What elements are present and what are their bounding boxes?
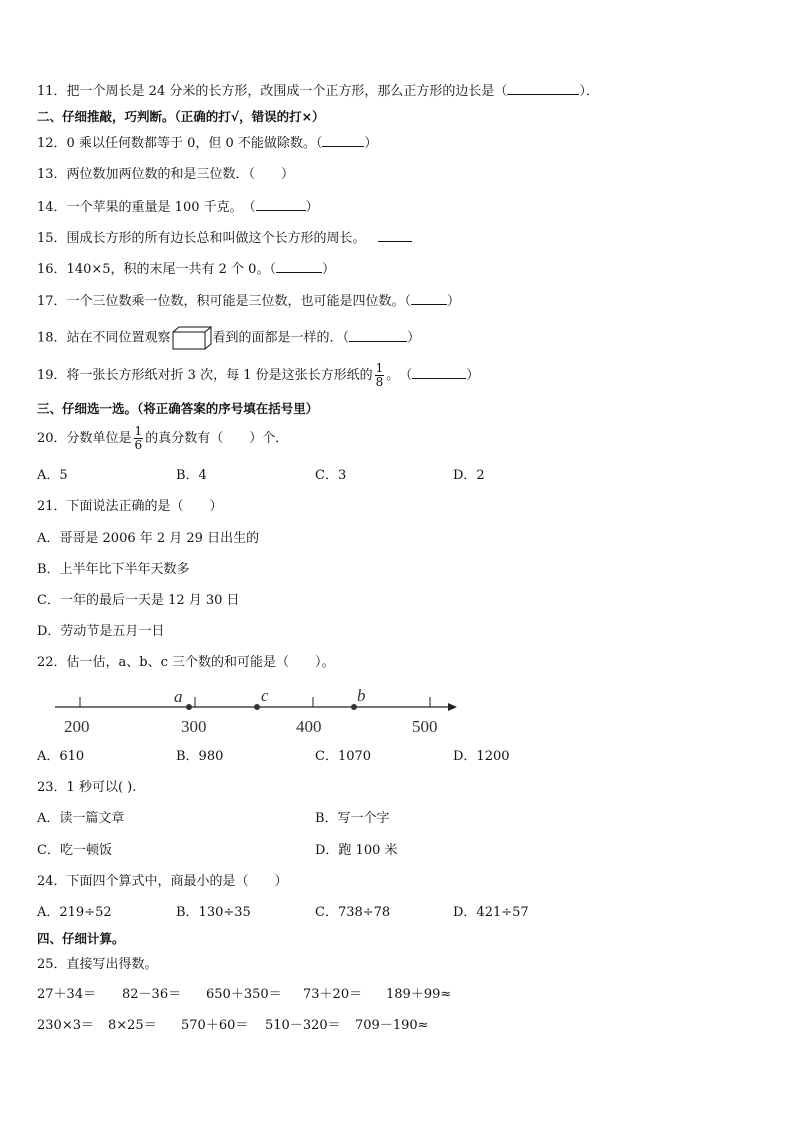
question-21: 21．下面说法正确的是（ ） xyxy=(37,499,223,514)
question-23: 23．1 秒可以( ). xyxy=(37,780,137,795)
q22-option-b[interactable]: B．980 xyxy=(176,749,224,764)
calc-item: 82－36＝ xyxy=(122,987,182,1002)
q23-option-d[interactable]: D．跑 100 米 xyxy=(315,843,398,858)
question-24: 24．下面四个算式中，商最小的是（ ） xyxy=(37,874,288,889)
question-17: 17．一个三位数乘一位数，积可能是三位数，也可能是四位数。（ ） xyxy=(37,294,461,309)
fraction-one-eighth: $\frac{1}{8}$ xyxy=(375,361,384,389)
question-25: 25．直接写出得数。 xyxy=(37,957,158,972)
q24-option-a[interactable]: A．219÷52 xyxy=(37,905,112,920)
cuboid-figure xyxy=(172,326,212,350)
calc-item: 27＋34＝ xyxy=(37,987,97,1002)
answer-blank[interactable] xyxy=(349,329,407,342)
point-label-a: a xyxy=(174,687,183,706)
number-line-arrow xyxy=(448,703,457,711)
q20-option-c[interactable]: C．3 xyxy=(315,468,347,483)
fraction-one-sixth: $\frac{1}{6}$ xyxy=(134,424,143,452)
q24-option-b[interactable]: B．130÷35 xyxy=(176,905,251,920)
q21-option-c[interactable]: C．一年的最后一天是 12 月 30 日 xyxy=(37,593,240,608)
q24-option-c[interactable]: C．738÷78 xyxy=(315,905,391,920)
tick-label-400: 400 xyxy=(296,717,322,736)
point-label-b: b xyxy=(357,686,366,705)
q24-option-d[interactable]: D．421÷57 xyxy=(453,905,529,920)
answer-blank[interactable] xyxy=(412,366,466,379)
question-11: 11．把一个周长是 24 分米的长方形，改围成一个正方形，那么正方形的边长是（ ）． xyxy=(37,84,599,99)
answer-blank[interactable] xyxy=(276,260,322,273)
q20-option-a[interactable]: A．5 xyxy=(37,468,68,483)
answer-blank[interactable] xyxy=(411,292,447,305)
q22-option-c[interactable]: C．1070 xyxy=(315,749,372,764)
point-label-c: c xyxy=(261,686,269,705)
section-2-heading: 二、仔细推敲，巧判断。（正确的打√，错误的打×） xyxy=(37,109,325,124)
question-12: 12．0 乘以任何数都等于 0，但 0 不能做除数。（ ） xyxy=(37,136,378,151)
q21-option-d[interactable]: D．劳动节是五月一日 xyxy=(37,624,165,639)
calc-item: 8×25＝ xyxy=(108,1018,157,1033)
q23-option-b[interactable]: B．写一个字 xyxy=(315,811,390,826)
q22-option-a[interactable]: A．610 xyxy=(37,749,85,764)
question-19: 19．将一张长方形纸对折 3 次，每 1 份是这张长方形纸的 $\frac{1}{8}$ 。 （ ） xyxy=(37,361,480,389)
q20-option-d[interactable]: D．2 xyxy=(453,468,485,483)
calc-item: 510－320＝ xyxy=(265,1018,341,1033)
point-a xyxy=(186,704,192,710)
question-15: 15．围成长方形的所有边长总和叫做这个长方形的周长。 xyxy=(37,229,412,248)
question-14: 14．一个苹果的重量是 100 千克。 （ ） xyxy=(37,200,319,215)
q22-option-d[interactable]: D．1200 xyxy=(453,749,510,764)
answer-blank[interactable] xyxy=(507,82,579,95)
number-line xyxy=(50,682,460,738)
section-4-heading: 四、仔细计算。 xyxy=(37,931,125,946)
question-20: 20．分数单位是 $\frac{1}{6}$ 的真分数有（ ）个． xyxy=(37,424,289,452)
calc-item: 189＋99≈ xyxy=(386,987,452,1002)
answer-blank[interactable] xyxy=(256,198,306,211)
q23-option-a[interactable]: A．读一篇文章 xyxy=(37,811,125,826)
calc-item: 709－190≈ xyxy=(355,1018,429,1033)
tick-label-500: 500 xyxy=(412,717,438,736)
question-18: 18．站在不同位置观察 看到的面都是一样的．（ ） xyxy=(37,326,420,350)
question-16: 16．140×5，积的末尾一共有 2 个 0。（ ） xyxy=(37,262,335,277)
q21-option-b[interactable]: B．上半年比下半年天数多 xyxy=(37,562,190,577)
answer-blank[interactable] xyxy=(322,134,364,147)
q23-option-c[interactable]: C．吃一顿饭 xyxy=(37,843,112,858)
calc-item: 73＋20＝ xyxy=(303,987,363,1002)
q21-option-a[interactable]: A．哥哥是 2006 年 2 月 29 日出生的 xyxy=(37,531,260,546)
tick-label-300: 300 xyxy=(181,717,207,736)
calc-item: 230×3＝ xyxy=(37,1018,94,1033)
tick-label-200: 200 xyxy=(64,717,90,736)
section-3-heading: 三、仔细选一选。（将正确答案的序号填在括号里） xyxy=(37,401,319,416)
calc-item: 570＋60＝ xyxy=(181,1018,249,1033)
calc-item: 650＋350＝ xyxy=(206,987,282,1002)
answer-blank[interactable] xyxy=(378,229,412,242)
question-13: 13．两位数加两位数的和是三位数．（ ） xyxy=(37,167,295,182)
point-c xyxy=(254,704,260,710)
question-22: 22．估一估，a、b、c 三个数的和可能是（ ）。 xyxy=(37,655,335,670)
q20-option-b[interactable]: B．4 xyxy=(176,468,207,483)
